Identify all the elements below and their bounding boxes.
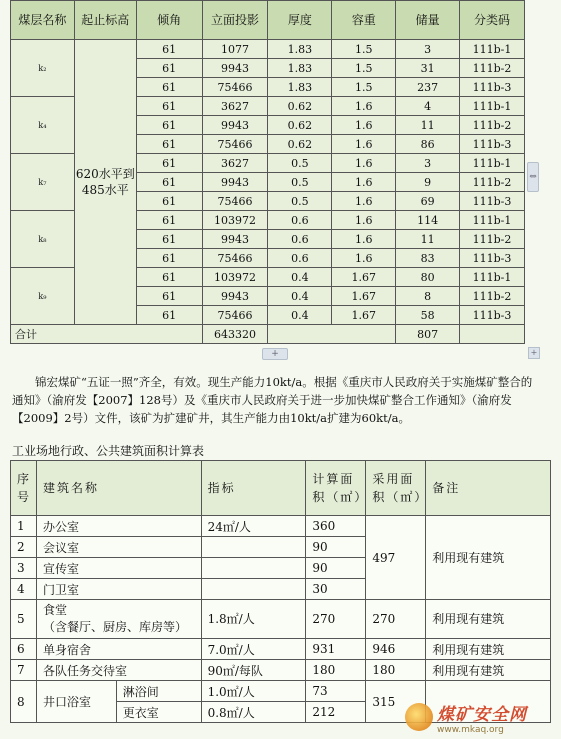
data-cell: 61 bbox=[136, 78, 202, 97]
data-cell: 61 bbox=[136, 173, 202, 192]
data-cell: 69 bbox=[396, 192, 460, 211]
adopted-area: 946 bbox=[366, 639, 426, 660]
building-name-detail: （含餐厅、厨房、库房等） bbox=[42, 620, 187, 634]
data-cell: 75466 bbox=[202, 78, 268, 97]
table-caption: 工业场地行政、公共建筑面积计算表 bbox=[12, 444, 205, 458]
header-cell: 分类码 bbox=[460, 1, 525, 40]
coal-reserve-table bbox=[10, 0, 525, 344]
calculated-area: 360 bbox=[306, 516, 366, 537]
data-cell: 75466 bbox=[202, 306, 268, 325]
data-cell: 0.62 bbox=[268, 97, 332, 116]
adopted-area: 315 bbox=[366, 681, 426, 723]
empty-cell bbox=[268, 325, 396, 344]
data-cell: 61 bbox=[136, 154, 202, 173]
table-row bbox=[11, 639, 551, 660]
note-merged: 利用现有建筑 bbox=[426, 516, 551, 600]
header-cell: 煤层名称 bbox=[11, 1, 75, 40]
data-cell: 1.6 bbox=[332, 97, 396, 116]
area-index: 24㎡/人 bbox=[201, 516, 306, 537]
header-note: 备注 bbox=[426, 461, 551, 516]
watermark-logo-icon bbox=[405, 703, 433, 731]
row-number: 8 bbox=[11, 681, 37, 723]
data-cell: 80 bbox=[396, 268, 460, 287]
data-cell: 1.6 bbox=[332, 116, 396, 135]
data-cell: 0.6 bbox=[268, 230, 332, 249]
data-cell: 111b-2 bbox=[460, 116, 525, 135]
data-cell: 61 bbox=[136, 59, 202, 78]
data-cell: 3 bbox=[396, 40, 460, 59]
row-number: 1 bbox=[11, 516, 37, 537]
total-label: 合计 bbox=[11, 325, 203, 344]
watermark-text: 煤矿安全网 bbox=[437, 704, 527, 725]
data-cell: 1.67 bbox=[332, 306, 396, 325]
table-row bbox=[11, 516, 551, 537]
calculated-area: 212 bbox=[306, 702, 366, 723]
data-cell: 61 bbox=[136, 306, 202, 325]
data-cell: 0.62 bbox=[268, 135, 332, 154]
data-cell: 1.83 bbox=[268, 59, 332, 78]
data-cell: 111b-3 bbox=[460, 135, 525, 154]
data-cell: 9943 bbox=[202, 230, 268, 249]
watermark-url: www.mkaq.org bbox=[437, 724, 504, 735]
data-cell: 75466 bbox=[202, 135, 268, 154]
header-cell: 厚度 bbox=[268, 1, 332, 40]
data-cell: 3 bbox=[396, 154, 460, 173]
data-cell: 31 bbox=[396, 59, 460, 78]
data-cell: 111b-1 bbox=[460, 97, 525, 116]
area-index bbox=[201, 579, 306, 600]
header-index: 指标 bbox=[201, 461, 306, 516]
header-no: 序号 bbox=[11, 461, 37, 516]
data-cell: 111b-3 bbox=[460, 249, 525, 268]
building-name-text: 会议室 bbox=[42, 540, 79, 555]
calculated-area: 270 bbox=[306, 600, 366, 639]
data-cell: 111b-1 bbox=[460, 211, 525, 230]
area-index: 7.0㎡/人 bbox=[201, 639, 306, 660]
data-cell: 61 bbox=[136, 268, 202, 287]
data-cell: 86 bbox=[396, 135, 460, 154]
data-cell: 75466 bbox=[202, 192, 268, 211]
total-reserve: 807 bbox=[396, 325, 460, 344]
data-cell: 111b-2 bbox=[460, 59, 525, 78]
header-cell: 储量 bbox=[396, 1, 460, 40]
calculated-area: 180 bbox=[306, 660, 366, 681]
data-cell: 0.6 bbox=[268, 249, 332, 268]
row-number: 4 bbox=[11, 579, 37, 600]
note-cell: 利用现有建筑 bbox=[426, 660, 551, 681]
calculated-area: 90 bbox=[306, 558, 366, 579]
building-name-text: 单身宿舍 bbox=[42, 642, 91, 657]
row-number: 3 bbox=[11, 558, 37, 579]
building-name bbox=[36, 579, 201, 600]
building-name bbox=[36, 537, 201, 558]
building-name-text: 宣传室 bbox=[42, 561, 79, 576]
data-cell: 9943 bbox=[202, 173, 268, 192]
data-cell: 1.6 bbox=[332, 154, 396, 173]
data-cell: 1.5 bbox=[332, 40, 396, 59]
building-area-table bbox=[10, 460, 551, 723]
adopted-area-merged: 497 bbox=[366, 516, 426, 600]
data-cell: 111b-1 bbox=[460, 268, 525, 287]
calculated-area: 73 bbox=[306, 681, 366, 702]
table-corner-handle[interactable]: + bbox=[528, 347, 540, 359]
table-row bbox=[11, 600, 551, 639]
note-cell: 利用现有建筑 bbox=[426, 600, 551, 639]
building-name-text: 门卫室 bbox=[42, 582, 79, 597]
calculated-area: 931 bbox=[306, 639, 366, 660]
data-cell: 61 bbox=[136, 192, 202, 211]
paragraph-text: 锦宏煤矿“五证一照”齐全，有效。现生产能力10kt/a。根据《重庆市人民政府关于实施煤矿整合的通知》（渝府发【2007】128号）及《重庆市人民政府关于进一步加快煤矿整合工作通知》（渝府发【2009】2号）文件，该矿为扩建矿井，其生产能力由10kt/a扩建为60kt/a。 bbox=[12, 374, 533, 425]
calculated-area: 30 bbox=[306, 579, 366, 600]
building-name bbox=[36, 639, 201, 660]
adopted-area: 270 bbox=[366, 600, 426, 639]
data-cell: 3627 bbox=[202, 97, 268, 116]
seam-name-cell: k₈ bbox=[11, 211, 75, 268]
empty-cell bbox=[460, 325, 525, 344]
scroll-bottom-handle[interactable]: + bbox=[262, 348, 288, 360]
data-cell: 61 bbox=[136, 249, 202, 268]
area-index: 90㎡/每队 bbox=[201, 660, 306, 681]
data-cell: 1077 bbox=[202, 40, 268, 59]
header-use: 采用面积（㎡） bbox=[366, 461, 426, 516]
data-cell: 9943 bbox=[202, 59, 268, 78]
data-cell: 75466 bbox=[202, 249, 268, 268]
data-cell: 61 bbox=[136, 40, 202, 59]
data-cell: 11 bbox=[396, 116, 460, 135]
area-index: 1.8㎡/人 bbox=[201, 600, 306, 639]
table-row bbox=[11, 40, 525, 59]
data-cell: 111b-2 bbox=[460, 230, 525, 249]
row-number: 6 bbox=[11, 639, 37, 660]
building-name-text: 各队任务交待室 bbox=[42, 663, 127, 678]
sub-building-name: 淋浴间 bbox=[116, 681, 201, 702]
data-cell: 0.5 bbox=[268, 192, 332, 211]
note-cell: 利用现有建筑 bbox=[426, 639, 551, 660]
header-cell: 起止标高 bbox=[74, 1, 136, 40]
data-cell: 111b-2 bbox=[460, 173, 525, 192]
adopted-area: 180 bbox=[366, 660, 426, 681]
header-calc: 计算面积（㎡） bbox=[306, 461, 366, 516]
calculated-area: 90 bbox=[306, 537, 366, 558]
header-cell: 容重 bbox=[332, 1, 396, 40]
data-cell: 0.5 bbox=[268, 173, 332, 192]
data-cell: 1.67 bbox=[332, 268, 396, 287]
data-cell: 111b-3 bbox=[460, 78, 525, 97]
header-cell: 立面投影 bbox=[202, 1, 268, 40]
data-cell: 0.4 bbox=[268, 287, 332, 306]
data-cell: 1.6 bbox=[332, 249, 396, 268]
data-cell: 0.62 bbox=[268, 116, 332, 135]
data-cell: 3627 bbox=[202, 154, 268, 173]
data-cell: 9943 bbox=[202, 116, 268, 135]
area-index: 0.8㎡/人 bbox=[201, 702, 306, 723]
area-index: 1.0㎡/人 bbox=[201, 681, 306, 702]
data-cell: 114 bbox=[396, 211, 460, 230]
data-cell: 111b-2 bbox=[460, 287, 525, 306]
area-index bbox=[201, 537, 306, 558]
building-name-text: 办公室 bbox=[42, 519, 79, 534]
data-cell: 1.6 bbox=[332, 192, 396, 211]
scroll-right-handle[interactable]: ⇔ bbox=[527, 162, 539, 192]
data-cell: 1.67 bbox=[332, 287, 396, 306]
data-cell: 4 bbox=[396, 97, 460, 116]
seam-name-cell: k₉ bbox=[11, 268, 75, 325]
row-number: 7 bbox=[11, 660, 37, 681]
area-index bbox=[201, 558, 306, 579]
data-cell: 9 bbox=[396, 173, 460, 192]
building-name-text: 食堂 bbox=[42, 603, 67, 617]
sub-building-name: 更衣室 bbox=[116, 702, 201, 723]
data-cell: 111b-1 bbox=[460, 154, 525, 173]
data-cell: 111b-1 bbox=[460, 40, 525, 59]
data-cell: 1.83 bbox=[268, 78, 332, 97]
site-watermark bbox=[405, 697, 555, 737]
building-name bbox=[36, 600, 201, 639]
data-cell: 1.6 bbox=[332, 173, 396, 192]
data-cell: 0.6 bbox=[268, 211, 332, 230]
total-projection: 643320 bbox=[202, 325, 268, 344]
seam-name-cell: k₇ bbox=[11, 154, 75, 211]
data-cell: 61 bbox=[136, 211, 202, 230]
data-cell: 83 bbox=[396, 249, 460, 268]
data-cell: 0.4 bbox=[268, 306, 332, 325]
data-cell: 0.4 bbox=[268, 268, 332, 287]
data-cell: 111b-3 bbox=[460, 192, 525, 211]
data-cell: 1.5 bbox=[332, 78, 396, 97]
seam-name-cell: k₂ bbox=[11, 40, 75, 97]
building-name bbox=[36, 660, 201, 681]
header-cell: 倾角 bbox=[136, 1, 202, 40]
data-cell: 103972 bbox=[202, 268, 268, 287]
building-name bbox=[36, 516, 201, 537]
data-cell: 61 bbox=[136, 135, 202, 154]
elevation-range-cell: 620水平到485水平 bbox=[74, 40, 136, 325]
data-cell: 61 bbox=[136, 287, 202, 306]
row-number: 5 bbox=[11, 600, 37, 639]
building-name: 井口浴室 bbox=[36, 681, 116, 723]
row-number: 2 bbox=[11, 537, 37, 558]
data-cell: 1.6 bbox=[332, 230, 396, 249]
data-cell: 61 bbox=[136, 230, 202, 249]
data-cell: 61 bbox=[136, 116, 202, 135]
data-cell: 1.6 bbox=[332, 135, 396, 154]
data-cell: 61 bbox=[136, 97, 202, 116]
data-cell: 8 bbox=[396, 287, 460, 306]
data-cell: 103972 bbox=[202, 211, 268, 230]
building-name bbox=[36, 558, 201, 579]
seam-name-cell: k₄ bbox=[11, 97, 75, 154]
header-name: 建筑名称 bbox=[36, 461, 201, 516]
data-cell: 11 bbox=[396, 230, 460, 249]
table-row bbox=[11, 660, 551, 681]
data-cell: 1.6 bbox=[332, 211, 396, 230]
data-cell: 237 bbox=[396, 78, 460, 97]
data-cell: 1.5 bbox=[332, 59, 396, 78]
data-cell: 9943 bbox=[202, 287, 268, 306]
data-cell: 1.83 bbox=[268, 40, 332, 59]
data-cell: 58 bbox=[396, 306, 460, 325]
data-cell: 111b-3 bbox=[460, 306, 525, 325]
total-row bbox=[11, 325, 525, 344]
data-cell: 0.5 bbox=[268, 154, 332, 173]
